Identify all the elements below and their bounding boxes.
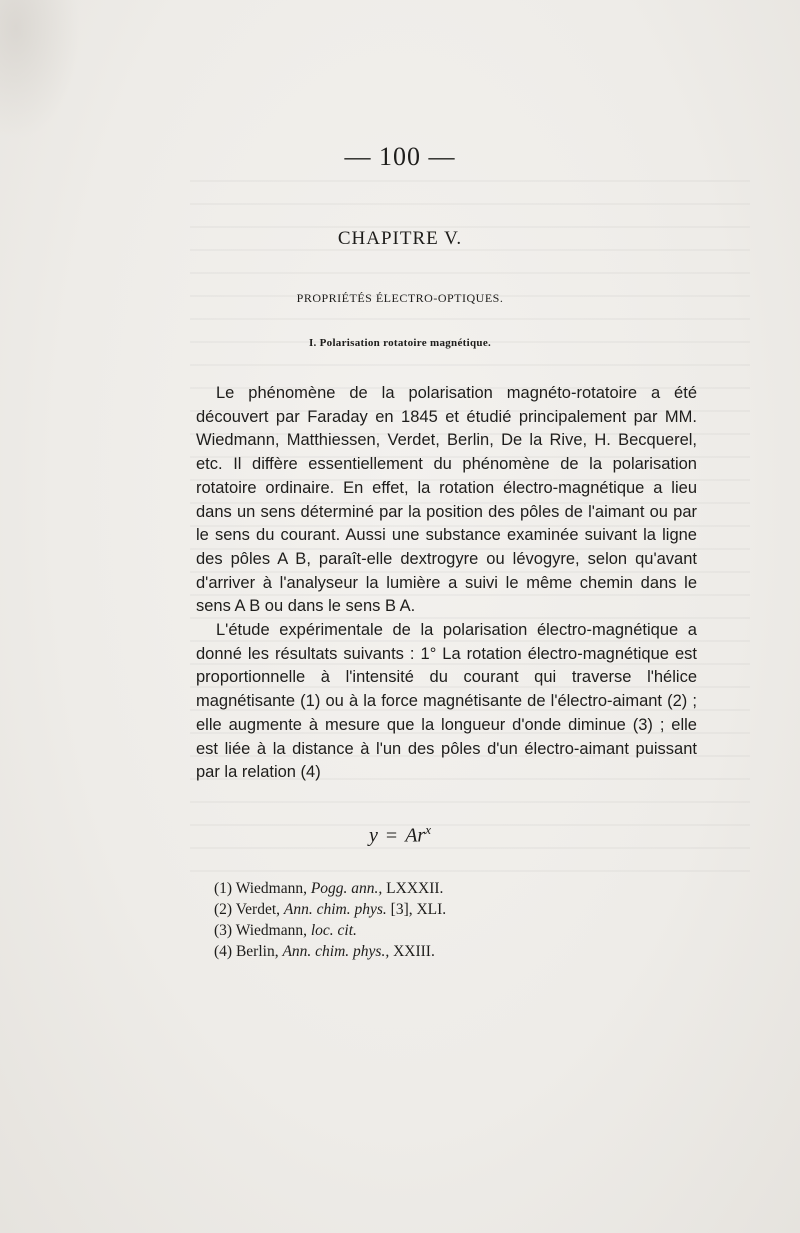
footnote-ref: XXIII. xyxy=(393,943,435,960)
footnote-number: (1) xyxy=(214,880,233,897)
footnote-source: Pogg. ann., xyxy=(310,880,383,897)
formula-rhs: Ar xyxy=(405,824,426,847)
formula xyxy=(0,822,800,848)
page-smudge xyxy=(0,0,80,140)
footnote xyxy=(214,920,634,941)
footnote-author: Wiedmann, xyxy=(235,922,307,939)
chapter-title: CHAPITRE V. xyxy=(337,228,463,249)
footnote-source: loc. cit. xyxy=(310,922,357,939)
paragraph-2: L'étude expérimentale de la polarisation électro-magnétique a donné les résultats suivants : 1° La rotation électro-magnétique est proportionnelle à l'intensité du courant qui traverse l'hélice magnétisante (1) ou à la force magnétisante de l'électro-aimant (2) ; elle augmente à mesure que la longueur d'onde diminue (3) ; elle est liée à la distance à l'un des pôles d'un électro-aimant puissant par la relation (4) xyxy=(196,621,697,782)
footnote xyxy=(214,899,634,920)
footnote-source: Ann. chim. phys., xyxy=(282,943,390,960)
paragraph-1: Le phénomène de la polarisation magnéto-rotatoire a été découvert par Faraday en 1845 et étudié principalement par MM. Wiedmann, Matthiessen, Verdet, Berlin, De la Rive, H. Becquerel, etc. Il diffère essentiellement du phénomène de la polarisation rotatoire ordinaire. En effet, la rotation électro-magnétique a lieu dans un sens déterminé par la position des pôles de l'aimant ou par le sens du courant. Aussi une substance examinée suivant la ligne des pôles A B, paraît-elle dextrogyre ou lévogyre, selon qu'avant d'arriver à l'analyseur la lumière a suivi le même chemin dans le sens A B ou dans le sens B A. xyxy=(196,384,697,616)
footnote-author: Verdet, xyxy=(235,901,281,918)
footnote-number: (2) xyxy=(214,901,233,918)
footnote-source: Ann. chim. phys. xyxy=(283,901,387,918)
footnote-number: (4) xyxy=(214,943,233,960)
formula-equals: = xyxy=(385,824,398,847)
footnotes xyxy=(214,878,634,962)
formula-exponent: x xyxy=(425,822,431,837)
footnote-author: Berlin, xyxy=(235,943,279,960)
formula-lhs: y xyxy=(369,824,378,847)
section-title: PROPRIÉTÉS ÉLECTRO-OPTIQUES. xyxy=(296,291,504,305)
footnote-ref: [3], XLI. xyxy=(390,901,447,918)
subsection-title: I. Polarisation rotatoire magnétique. xyxy=(308,337,492,349)
footnote-number: (3) xyxy=(214,922,233,939)
body-text xyxy=(196,382,697,785)
footnote-ref: LXXXII. xyxy=(386,880,444,897)
footnote-author: Wiedmann, xyxy=(235,880,307,897)
footnote xyxy=(214,878,634,899)
page-number: — 100 — xyxy=(344,142,456,171)
footnote xyxy=(214,941,634,962)
